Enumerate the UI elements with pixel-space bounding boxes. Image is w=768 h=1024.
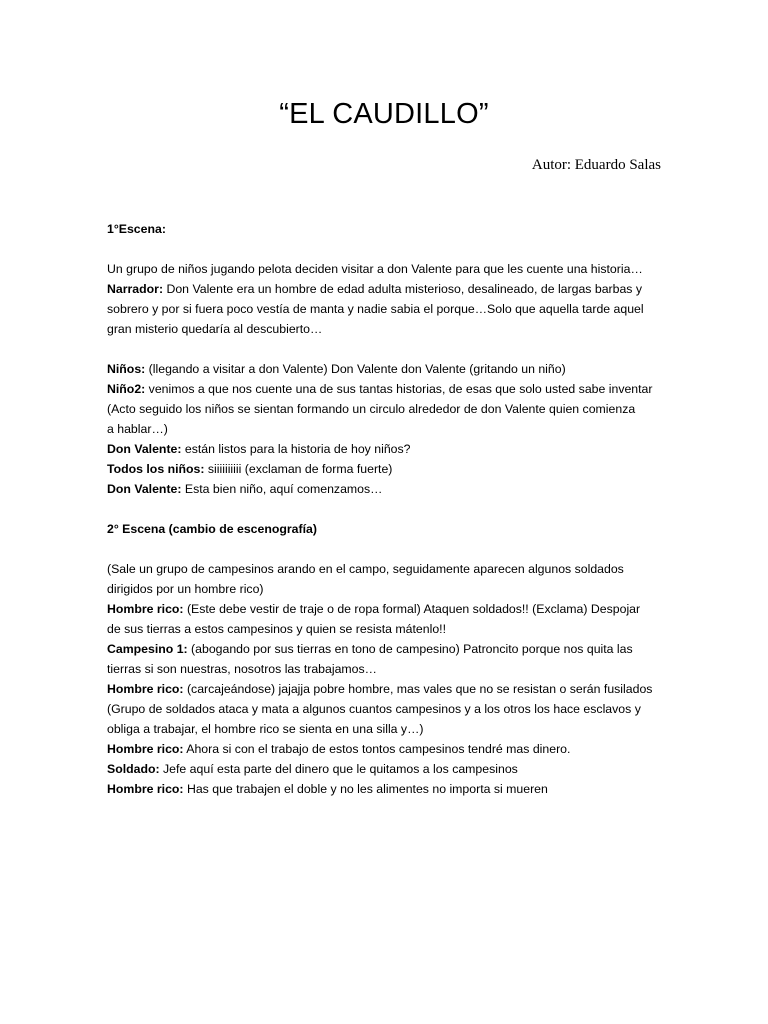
text-line: Un grupo de niños jugando pelota deciden visitar a don Valente para que les cuente una historia… (107, 262, 643, 276)
dialogue-line (107, 459, 667, 479)
speaker-name: Don Valente: (107, 482, 182, 496)
speaker-name: Hombre rico: (107, 742, 184, 756)
dialogue-line (107, 379, 667, 399)
dialogue-line (107, 599, 667, 619)
speaker-name: Hombre rico: (107, 602, 184, 616)
document-body (107, 219, 667, 799)
speaker-name: Soldado: (107, 762, 160, 776)
spacer (107, 239, 667, 259)
dialogue-line (107, 639, 667, 659)
dialogue-line (107, 679, 667, 699)
speaker-name: Don Valente: (107, 442, 182, 456)
speaker-name: Niños: (107, 362, 146, 376)
dialogue-line (107, 739, 667, 759)
dialogue-text: venimos a que nos cuente una de sus tantas historias, de esas que solo usted sabe inventar (145, 382, 653, 396)
dialogue-text: Has que trabajen el doble y no les alimentes no importa si mueren (183, 782, 548, 796)
text-line: (Sale un grupo de campesinos arando en el campo, seguidamente aparecen algunos soldados (107, 562, 624, 576)
speaker-name: Todos los niños: (107, 462, 205, 476)
dialogue-text: Don Valente era un hombre de edad adulta misterioso, desalineado, de largas barbas y (163, 282, 643, 296)
dialogue-text: Jefe aquí esta parte del dinero que le quitamos a los campesinos (159, 762, 518, 776)
text-line: a hablar…) (107, 422, 168, 436)
spacer (107, 499, 667, 519)
dialogue-line (107, 779, 667, 799)
text-line: obliga a trabajar, el hombre rico se sienta en una silla y…) (107, 722, 424, 736)
dialogue-line (107, 439, 667, 459)
speaker-name: Narrador: (107, 282, 164, 296)
dialogue-line (107, 279, 667, 299)
document-author: Autor: Eduardo Salas (531, 157, 661, 173)
speaker-name: Niño2: (107, 382, 146, 396)
dialogue-text: (llegando a visitar a don Valente) Don Valente don Valente (gritando un niño) (145, 362, 566, 376)
text-line: de sus tierras a estos campesinos y quien se resista mátenlo!! (107, 622, 447, 636)
dialogue-text: Esta bien niño, aquí comenzamos… (181, 482, 383, 496)
spacer (107, 539, 667, 559)
dialogue-line (107, 359, 667, 379)
speaker-name: Hombre rico: (107, 782, 184, 796)
document-title: “EL CAUDILLO” (279, 98, 489, 130)
scene-1-heading: 1°Escena: (107, 222, 166, 236)
dialogue-text: (abogando por sus tierras en tono de campesino) Patroncito porque nos quita las (187, 642, 633, 656)
text-line: (Grupo de soldados ataca y mata a algunos cuantos campesinos y a los otros los hace esclavos y (107, 702, 641, 716)
dialogue-text: (Este debe vestir de traje o de ropa formal) Ataquen soldados!! (Exclama) Despojar (183, 602, 641, 616)
dialogue-line (107, 479, 667, 499)
text-line: (Acto seguido los niños se sientan formando un circulo alrededor de don Valente quien comienza (107, 402, 636, 416)
text-line: gran misterio quedaría al descubierto… (107, 322, 323, 336)
text-line: tierras si son nuestras, nosotros las trabajamos… (107, 662, 377, 676)
dialogue-text: (carcajeándose) jajajja pobre hombre, mas vales que no se resistan o serán fusilados (183, 682, 653, 696)
text-line: dirigidos por un hombre rico) (107, 582, 264, 596)
dialogue-text: están listos para la historia de hoy niños? (181, 442, 411, 456)
spacer (107, 339, 667, 359)
text-line: sobrero y por si fuera poco vestía de manta y nadie sabia el porque…Solo que aquella tarde aquel (107, 302, 644, 316)
dialogue-line (107, 759, 667, 779)
dialogue-text: siiiiiiiiii (exclaman de forma fuerte) (204, 462, 393, 476)
scene-2-heading: 2° Escena (cambio de escenografía) (107, 522, 317, 536)
speaker-name: Hombre rico: (107, 682, 184, 696)
dialogue-text: Ahora si con el trabajo de estos tontos campesinos tendré mas dinero. (183, 742, 571, 756)
speaker-name: Campesino 1: (107, 642, 188, 656)
